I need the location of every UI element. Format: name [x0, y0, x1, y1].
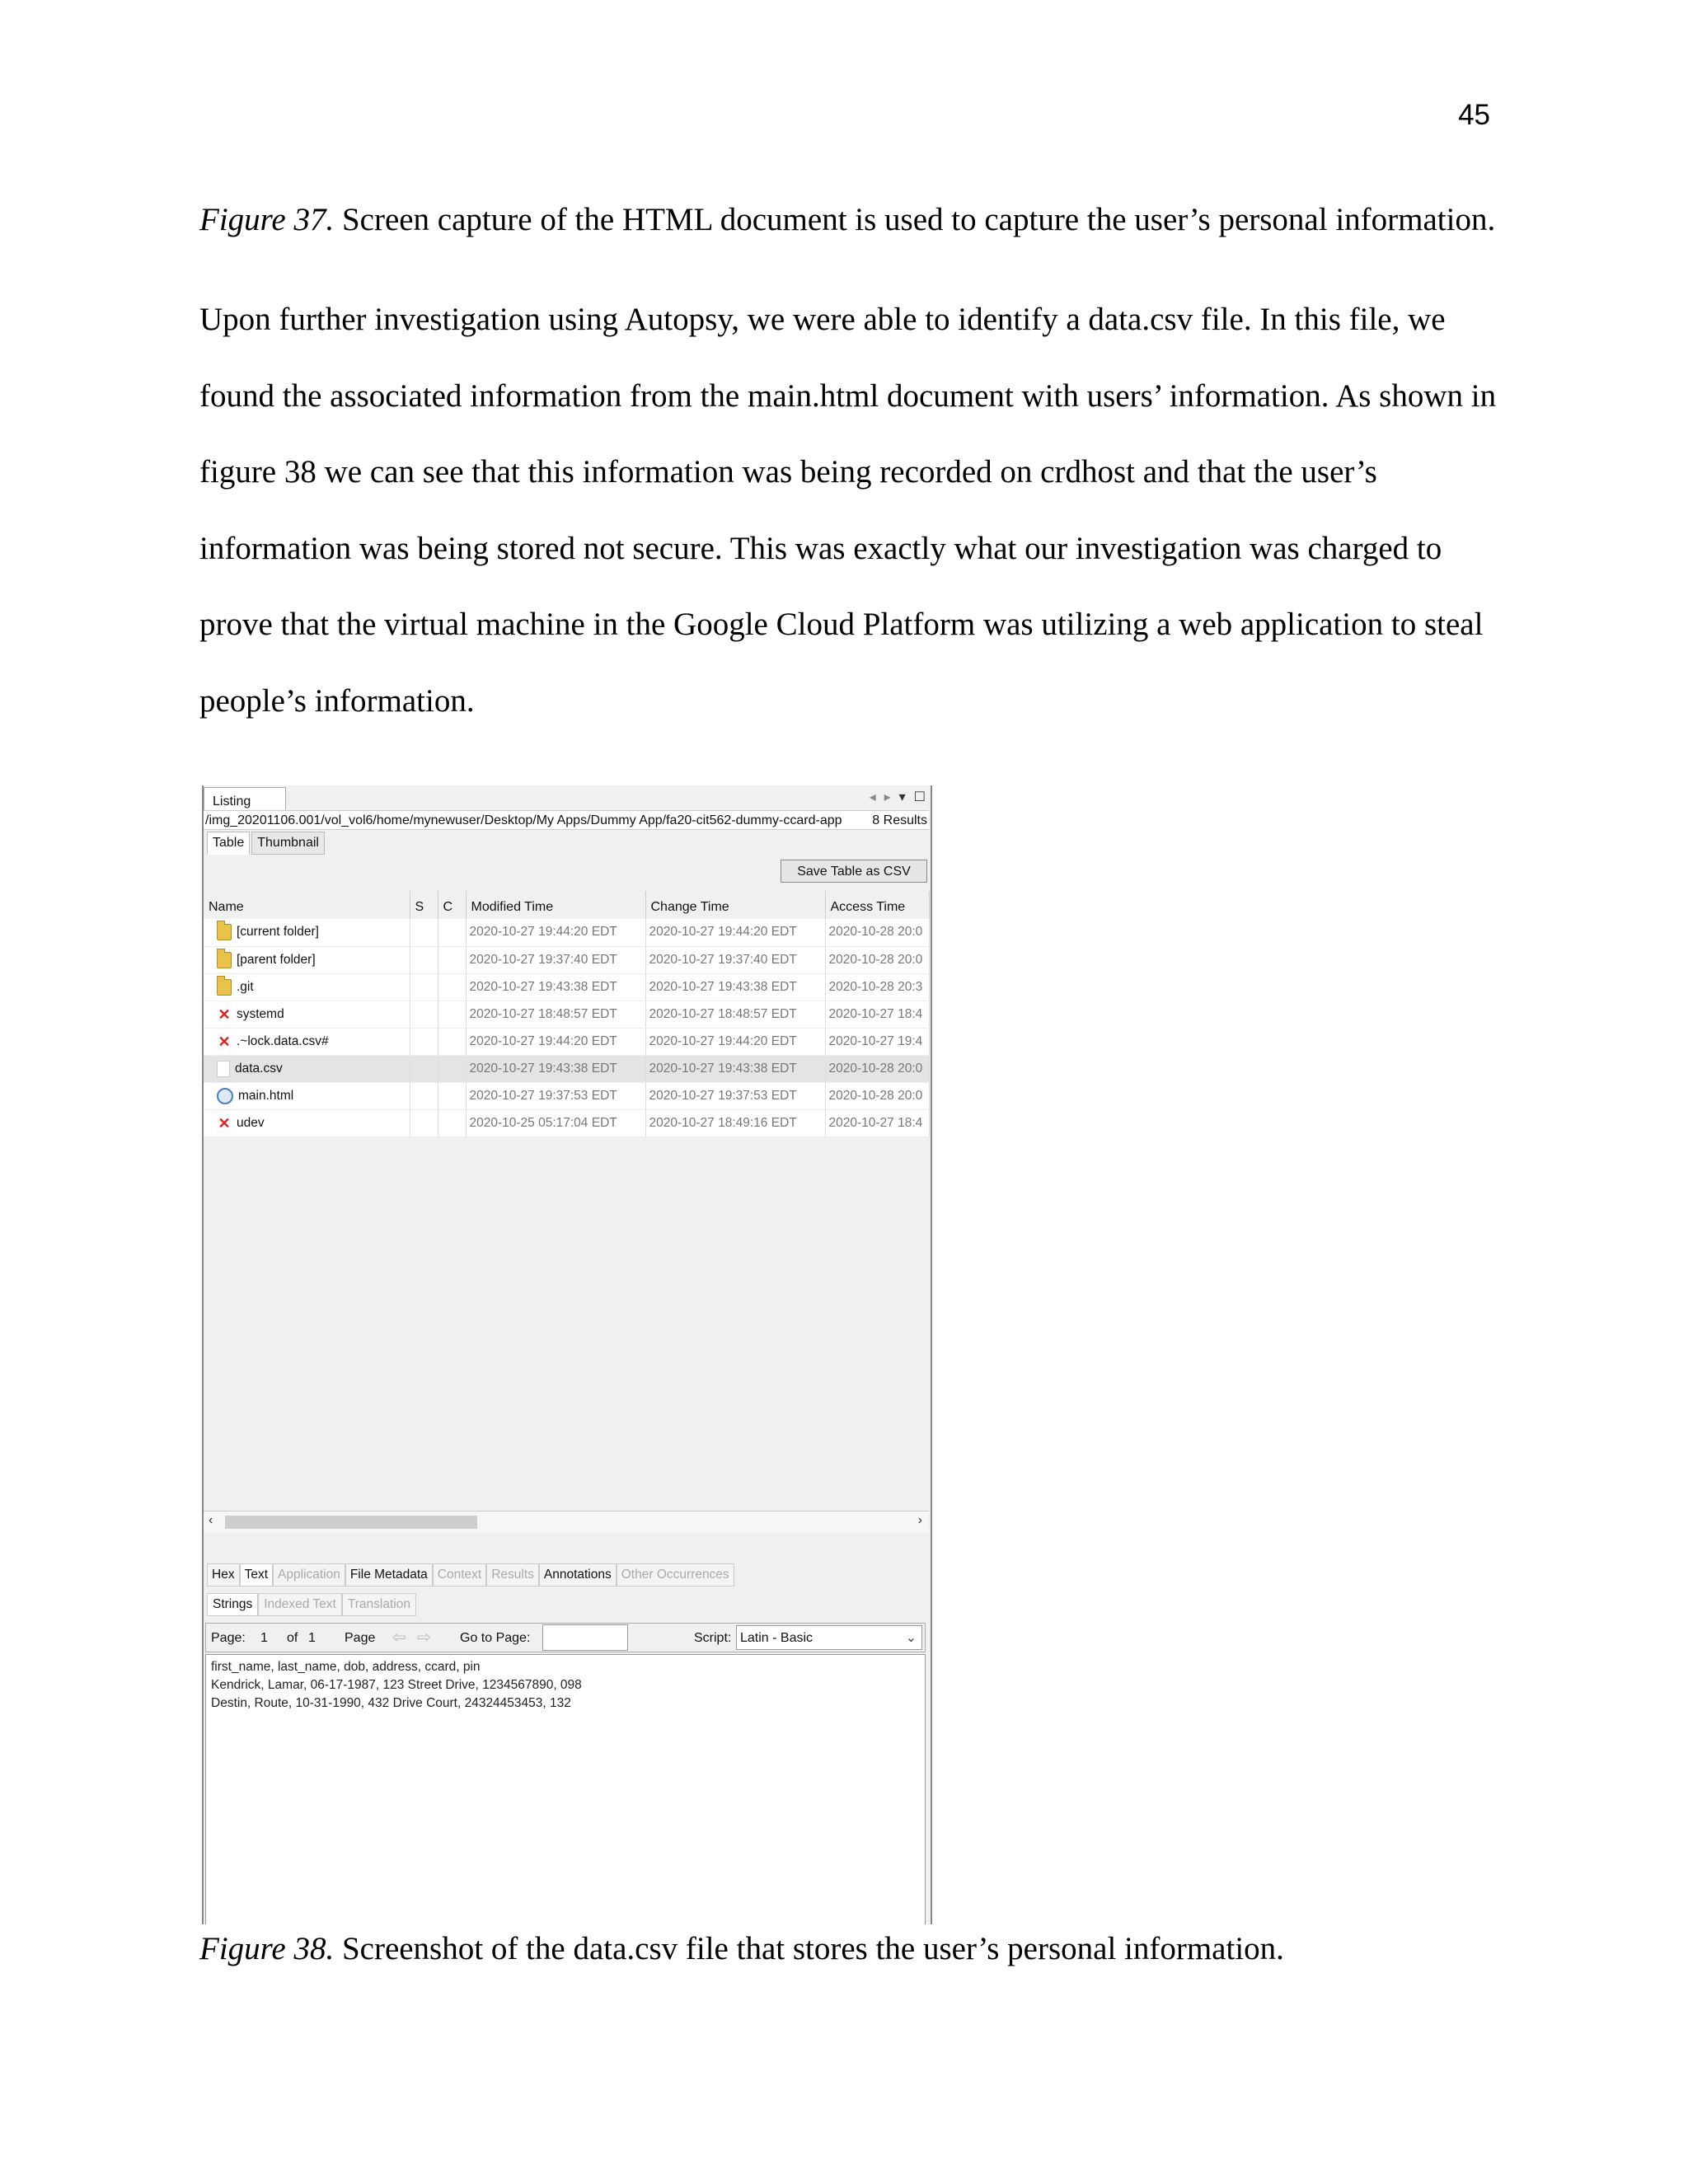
file-name: .git	[237, 979, 254, 994]
cell-c	[438, 946, 466, 973]
tab-results[interactable]: Results	[486, 1563, 539, 1586]
cell-s	[410, 946, 438, 973]
content-viewer-tabs	[207, 1563, 734, 1586]
listing-tab[interactable]: Listing	[204, 787, 286, 812]
listing-path: /img_20201106.001/vol_vol6/home/mynewuser/Desktop/My Apps/Dummy App/fa20-cit562-dummy-ccard-app	[205, 813, 842, 827]
cell-change: 2020-10-27 18:49:16 EDT	[645, 1109, 825, 1137]
table-row[interactable]	[204, 1028, 929, 1055]
autopsy-screenshot	[202, 785, 932, 1924]
cell-c	[438, 1109, 466, 1137]
cell-c	[438, 1028, 466, 1055]
text-line: Destin, Route, 10-31-1990, 432 Drive Court, 24324453453, 132	[211, 1696, 571, 1710]
column-header-s[interactable]: S	[410, 891, 438, 919]
cell-access: 2020-10-27 18:4	[825, 1109, 929, 1137]
scroll-right-icon[interactable]: ›	[917, 1513, 922, 1527]
column-header-modified-time[interactable]: Modified Time	[466, 891, 645, 919]
cell-s	[410, 1055, 438, 1082]
cell-access: 2020-10-28 20:0	[825, 1055, 929, 1082]
folder-icon	[217, 979, 232, 996]
cell-access: 2020-10-28 20:3	[825, 973, 929, 1001]
figure-37-text: Screen capture of the HTML document is used to capture the user’s personal information.	[334, 202, 1496, 237]
next-page-icon[interactable]: ⇨	[417, 1629, 431, 1647]
cell-s	[410, 1028, 438, 1055]
tab-text[interactable]: Text	[240, 1563, 273, 1586]
cell-name	[204, 1028, 410, 1055]
dropdown-icon[interactable]: ▾	[898, 790, 906, 804]
chevron-down-icon: ⌄	[905, 1631, 917, 1645]
cell-modified: 2020-10-25 05:17:04 EDT	[466, 1109, 645, 1137]
cell-modified: 2020-10-27 19:44:20 EDT	[466, 1028, 645, 1055]
tab-translation[interactable]: Translation	[342, 1593, 416, 1616]
save-table-csv-button[interactable]: Save Table as CSV	[781, 860, 927, 883]
body-paragraph: Upon further investigation using Autopsy, we were able to identify a data.csv file. In this file, we found the associated information from the main.html document with users’ information. As shown in figure 38 we can see that this information was being recorded on crdhost and that the user’s information was being stored not secure. This was exactly what our investigation was charged to prove that the virtual machine in the Google Cloud Platform was utilizing a web application to steal people’s information.	[199, 302, 1497, 719]
file-name: .~lock.data.csv#	[237, 1033, 329, 1048]
page-word: Page	[345, 1631, 376, 1645]
deleted-file-icon: ✕	[218, 1033, 231, 1050]
prev-page-icon[interactable]: ⇦	[392, 1629, 406, 1647]
strings-text-area[interactable]	[205, 1654, 926, 1924]
cell-name	[204, 946, 410, 973]
current-page: 1	[260, 1631, 268, 1645]
page-number: 45	[1458, 99, 1490, 131]
cell-s	[410, 1109, 438, 1137]
cell-c	[438, 919, 466, 946]
deleted-file-icon: ✕	[218, 1114, 231, 1132]
deleted-folder-icon: ✕	[218, 1005, 231, 1023]
cell-c	[438, 1001, 466, 1028]
script-select[interactable]	[736, 1625, 922, 1650]
column-header-access-time[interactable]: Access Time	[825, 891, 929, 919]
cell-change: 2020-10-27 19:43:38 EDT	[645, 1055, 825, 1082]
figure-38-caption	[199, 1927, 1518, 1971]
cell-name	[204, 1109, 410, 1137]
cell-name	[204, 973, 410, 1001]
cell-change: 2020-10-27 19:44:20 EDT	[645, 1028, 825, 1055]
cell-name	[204, 919, 410, 946]
tab-file-metadata[interactable]: File Metadata	[345, 1563, 433, 1586]
cell-name	[204, 1055, 410, 1082]
figure-38-text: Screenshot of the data.csv file that stores the user’s personal information.	[334, 1931, 1284, 1966]
tab-annotations[interactable]: Annotations	[539, 1563, 617, 1586]
file-name: [parent folder]	[237, 952, 316, 967]
tab-strings[interactable]: Strings	[207, 1593, 258, 1616]
cell-modified: 2020-10-27 18:48:57 EDT	[466, 1001, 645, 1028]
cell-change: 2020-10-27 19:37:40 EDT	[645, 946, 825, 973]
tab-application[interactable]: Application	[273, 1563, 345, 1586]
file-icon	[217, 1061, 230, 1077]
cell-c	[438, 973, 466, 1001]
listing-table	[204, 891, 930, 1137]
path-bar	[204, 810, 929, 830]
cell-name	[204, 1082, 410, 1109]
back-arrow-icon[interactable]: ◂	[869, 790, 876, 804]
window-controls	[870, 789, 926, 805]
folder-icon	[217, 952, 232, 968]
figure-37-label: Figure 37.	[199, 202, 335, 237]
cell-access: 2020-10-27 18:4	[825, 1001, 929, 1028]
web-file-icon	[217, 1088, 233, 1104]
script-value: Latin - Basic	[740, 1631, 814, 1645]
figure-37-caption	[199, 198, 1518, 241]
total-pages: 1	[308, 1631, 316, 1645]
horizontal-scrollbar[interactable]	[204, 1511, 929, 1533]
tab-indexed-text[interactable]: Indexed Text	[258, 1593, 342, 1616]
cell-s	[410, 919, 438, 946]
file-name: main.html	[238, 1088, 294, 1103]
cell-modified: 2020-10-27 19:43:38 EDT	[466, 973, 645, 1001]
cell-access: 2020-10-28 20:0	[825, 1082, 929, 1109]
listing-table-container	[204, 891, 929, 1509]
table-row[interactable]	[204, 1001, 929, 1028]
forward-arrow-icon[interactable]: ▸	[884, 790, 891, 804]
maximize-icon[interactable]: ☐	[913, 790, 926, 804]
cell-name	[204, 1001, 410, 1028]
results-count: 8 Results	[867, 813, 927, 828]
goto-page-label: Go to Page:	[460, 1631, 531, 1645]
cell-c	[438, 1055, 466, 1082]
cell-access: 2020-10-27 19:4	[825, 1028, 929, 1055]
goto-page-input[interactable]	[542, 1624, 628, 1651]
cell-modified: 2020-10-27 19:44:20 EDT	[466, 919, 645, 946]
cell-s	[410, 1001, 438, 1028]
table-row[interactable]	[204, 1109, 929, 1137]
file-name: [current folder]	[237, 925, 319, 940]
text-line: first_name, last_name, dob, address, ccard, pin	[211, 1660, 481, 1674]
table-row[interactable]	[204, 973, 929, 1001]
cell-modified: 2020-10-27 19:37:40 EDT	[466, 946, 645, 973]
tab-hex[interactable]: Hex	[207, 1563, 240, 1586]
table-header	[204, 891, 929, 919]
scroll-left-icon[interactable]: ‹	[209, 1513, 213, 1527]
tab-context[interactable]: Context	[433, 1563, 486, 1586]
tab-other-occurrences[interactable]: Other Occurrences	[617, 1563, 734, 1586]
cell-access: 2020-10-28 20:0	[825, 919, 929, 946]
table-row-selected[interactable]	[204, 1055, 929, 1082]
folder-icon	[217, 924, 232, 940]
cell-change: 2020-10-27 19:37:53 EDT	[645, 1082, 825, 1109]
file-name: udev	[237, 1115, 265, 1130]
cell-change: 2020-10-27 19:44:20 EDT	[645, 919, 825, 946]
cell-s	[410, 973, 438, 1001]
cell-change: 2020-10-27 19:43:38 EDT	[645, 973, 825, 1001]
text-sub-tabs	[207, 1593, 416, 1616]
script-label: Script:	[694, 1631, 732, 1645]
tab-table[interactable]: Table	[207, 832, 250, 855]
figure-38-label: Figure 38.	[199, 1931, 335, 1966]
cell-access: 2020-10-28 20:0	[825, 946, 929, 973]
cell-c	[438, 1082, 466, 1109]
table-row[interactable]	[204, 919, 929, 946]
column-header-c[interactable]: C	[438, 891, 466, 919]
text-line: Kendrick, Lamar, 06-17-1987, 123 Street Drive, 1234567890, 098	[211, 1678, 582, 1692]
cell-change: 2020-10-27 18:48:57 EDT	[645, 1001, 825, 1028]
pager-bar	[205, 1623, 926, 1652]
table-row[interactable]	[204, 946, 929, 973]
scrollbar-thumb[interactable]	[225, 1516, 477, 1529]
tab-thumbnail[interactable]: Thumbnail	[251, 832, 325, 855]
file-name: systemd	[237, 1006, 284, 1021]
table-row[interactable]	[204, 1082, 929, 1109]
cell-modified: 2020-10-27 19:43:38 EDT	[466, 1055, 645, 1082]
column-header-change-time[interactable]: Change Time	[645, 891, 825, 919]
view-tabs	[207, 832, 325, 855]
column-header-name[interactable]: Name	[204, 891, 410, 919]
file-name: data.csv	[235, 1061, 283, 1076]
cell-modified: 2020-10-27 19:37:53 EDT	[466, 1082, 645, 1109]
of-label: of	[287, 1631, 298, 1645]
cell-s	[410, 1082, 438, 1109]
page-label: Page:	[211, 1631, 246, 1645]
